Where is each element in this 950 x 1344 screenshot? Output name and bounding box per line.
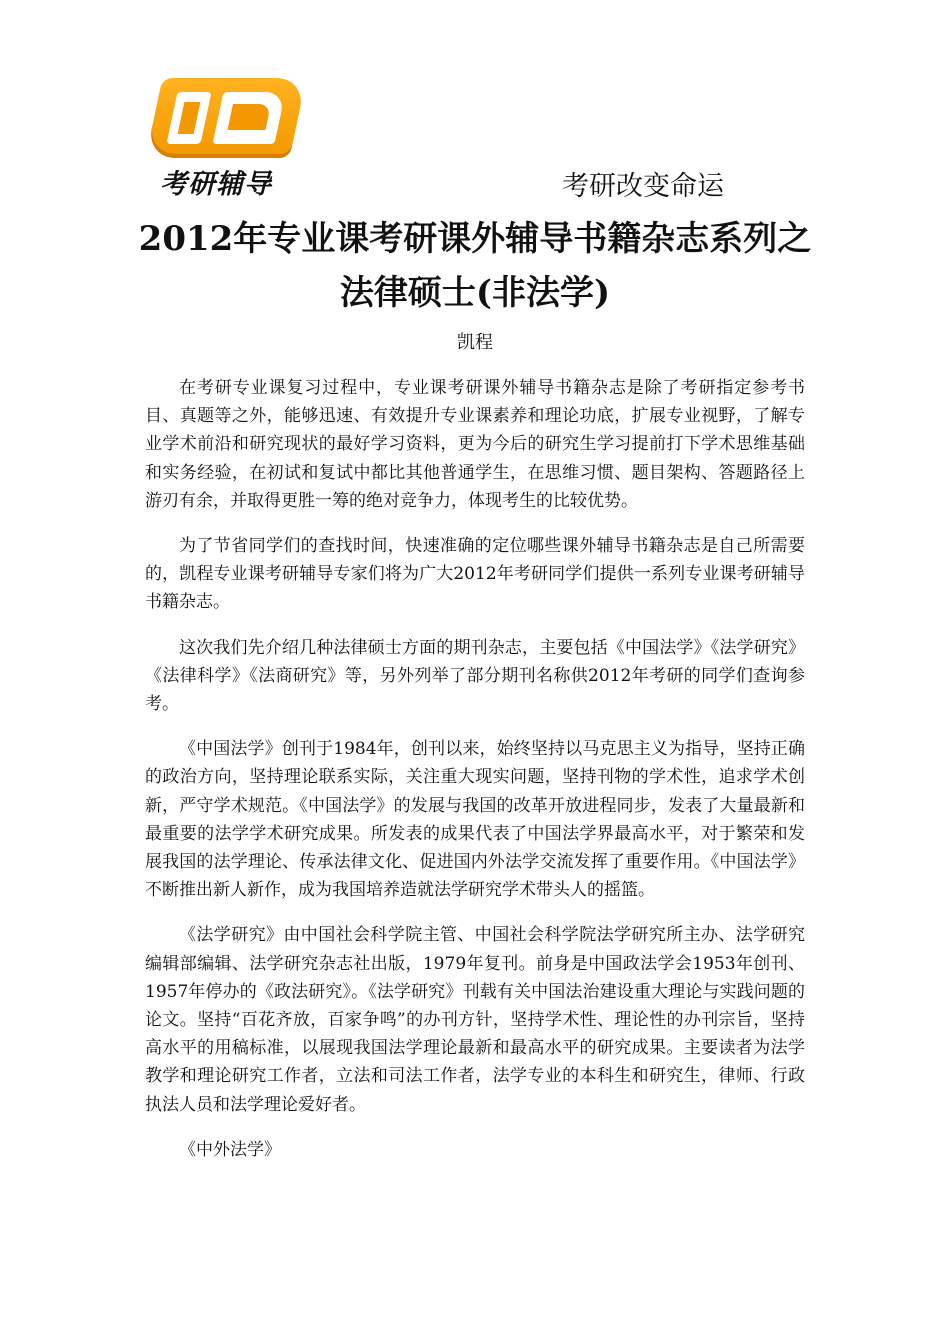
kaicheng-logo-icon bbox=[145, 78, 306, 158]
document-author: 凯程 bbox=[457, 332, 493, 353]
paragraph: 《法学研究》由中国社会科学院主管、中国社会科学院法学研究所主办、法学研究编辑部编辑、法学研究杂志社出版，1979年复刊。前身是中国政法学会1953年创刊、1957年停办的《政法研究》。《法学研究》刊载有关中国法治建设重大理论与实践问题的论文。坚持“百花齐放，百家争鸣”的办刊方针，坚持学术性、理论性的办刊宗旨，坚持高水平的用稿标准，以展现我国法学理论最新和最高水平的研究成果。主要读者为法学教学和理论研究工作者，立法和司法工作者，法学专业的本科生和研究生，律师、行政执法人员和法学理论爱好者。 bbox=[145, 925, 805, 1115]
paragraph: 这次我们先介绍几种法律硕士方面的期刊杂志，主要包括《中国法学》《法学研究》《法律科学》《法商研究》等，另外列举了部分期刊名称供2012年考研的同学们查询参考。 bbox=[145, 637, 805, 715]
document-title: 2012年专业课考研课外辅导书籍杂志系列之法律硕士(非法学) bbox=[138, 219, 812, 313]
logo bbox=[150, 78, 300, 198]
paragraph: 在考研专业课复习过程中，专业课考研课外辅导书籍杂志是除了考研指定参考书目、真题等之外，能够迅速、有效提升专业课素养和理论功底，扩展专业视野，了解专业学术前沿和研究现状的最好学习资料，更为今后的研究生学习提前打下学术思维基础和实务经验，在初试和复试中都比其他普通学生，在思维习惯、题目架构、答题路径上游刃有余，并取得更胜一筹的绝对竞争力，体现考生的比较优势。 bbox=[145, 378, 805, 511]
logo-caption: 考研辅导 bbox=[160, 169, 272, 200]
paragraph: 为了节省同学们的查找时间，快速准确的定位哪些课外辅导书籍杂志是自己所需要的，凯程专业课考研辅导专家们将为广大2012年考研同学们提供一系列专业课考研辅导书籍杂志。 bbox=[145, 536, 805, 613]
paragraph: 《中外法学》 bbox=[179, 1139, 281, 1160]
paragraph: 《中国法学》创刊于1984年，创刊以来，始终坚持以马克思主义为指导，坚持正确的政治方向，坚持理论联系实际，关注重大现实问题，坚持刊物的学术性，追求学术创新，严守学术规范。《中国法学》的发展与我国的改革开放进程同步，发表了大量最新和最重要的法学学术研究成果。所发表的成果代表了中国法学界最高水平，对于繁荣和发展我国的法学理论、传承法律文化、促进国内外法学交流发挥了重要作用。《中国法学》不断推出新人新作，成为我国培养造就法学研究学术带头人的摇篮。 bbox=[145, 739, 805, 901]
slogan: 考研改变命运 bbox=[562, 171, 724, 202]
document-body bbox=[145, 374, 805, 1181]
